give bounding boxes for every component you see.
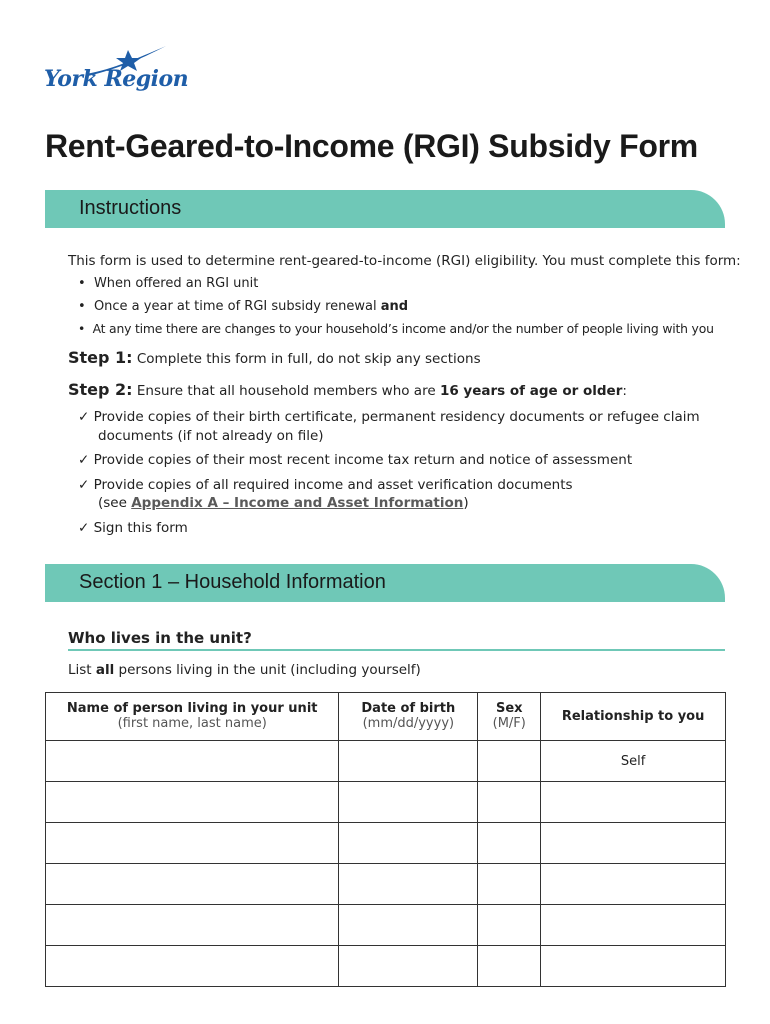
who-lives-subheading: Who lives in the unit? <box>68 629 725 651</box>
name-cell[interactable] <box>46 741 339 782</box>
header-relationship: Relationship to you <box>541 693 726 741</box>
step-2: Step 2: Ensure that all household members who are 16 years of age or older: <box>68 380 627 399</box>
page-title: Rent-Geared-to-Income (RGI) Subsidy Form <box>45 128 698 164</box>
sex-cell[interactable] <box>478 864 541 905</box>
section-1-header <box>45 564 725 602</box>
table-row <box>46 782 726 823</box>
header-name: Name of person living in your unit (first name, last name) <box>46 693 339 741</box>
list-instruction: List all persons living in the unit (including yourself) <box>68 662 421 678</box>
household-table <box>45 692 726 987</box>
appendix-a-link[interactable]: Appendix A – Income and Asset Information <box>131 495 464 511</box>
table-row <box>46 823 726 864</box>
check-item: ✓ Provide copies of their most recent income tax return and notice of assessment <box>78 452 633 468</box>
check-item-continued: (see Appendix A – Income and Asset Information) <box>98 495 469 511</box>
name-cell[interactable] <box>46 864 339 905</box>
name-cell[interactable] <box>46 946 339 987</box>
relationship-cell[interactable] <box>541 946 726 987</box>
table-row <box>46 741 726 782</box>
instructions-header <box>45 190 725 228</box>
step-1: Step 1: Complete this form in full, do not skip any sections <box>68 348 481 367</box>
logo-text: York Region <box>44 66 189 92</box>
relationship-cell[interactable] <box>541 782 726 823</box>
dob-cell[interactable] <box>339 946 478 987</box>
sex-cell[interactable] <box>478 823 541 864</box>
york-region-logo <box>44 44 189 100</box>
check-item: ✓ Provide copies of all required income and asset verification documents <box>78 477 573 493</box>
section-1-heading: Section 1 – Household Information <box>79 571 386 593</box>
dob-cell[interactable] <box>339 741 478 782</box>
sex-cell[interactable] <box>478 741 541 782</box>
instructions-heading: Instructions <box>79 197 182 219</box>
dob-cell[interactable] <box>339 864 478 905</box>
sex-cell[interactable] <box>478 905 541 946</box>
sex-cell[interactable] <box>478 782 541 823</box>
table-header-row <box>46 693 726 741</box>
dob-cell[interactable] <box>339 782 478 823</box>
check-item-continued: documents (if not already on file) <box>98 428 324 444</box>
table-row <box>46 864 726 905</box>
table-row <box>46 905 726 946</box>
bullet-item: • At any time there are changes to your household’s income and/or the number of people living with you <box>78 321 714 336</box>
bullet-item: • When offered an RGI unit <box>78 276 259 291</box>
relationship-cell[interactable] <box>541 864 726 905</box>
table-row <box>46 946 726 987</box>
name-cell[interactable] <box>46 782 339 823</box>
bullet-item: • Once a year at time of RGI subsidy renewal and <box>78 299 409 314</box>
name-cell[interactable] <box>46 905 339 946</box>
header-dob: Date of birth (mm/dd/yyyy) <box>339 693 478 741</box>
name-cell[interactable] <box>46 823 339 864</box>
relationship-cell[interactable] <box>541 823 726 864</box>
relationship-cell[interactable] <box>541 905 726 946</box>
sex-cell[interactable] <box>478 946 541 987</box>
intro-text: This form is used to determine rent-geared-to-income (RGI) eligibility. You must complete this form: <box>68 253 741 269</box>
check-item: ✓ Provide copies of their birth certificate, permanent residency documents or refugee claim <box>78 409 700 425</box>
dob-cell[interactable] <box>339 905 478 946</box>
relationship-cell: Self <box>541 741 726 782</box>
dob-cell[interactable] <box>339 823 478 864</box>
check-item: ✓ Sign this form <box>78 520 188 536</box>
header-sex: Sex (M/F) <box>478 693 541 741</box>
